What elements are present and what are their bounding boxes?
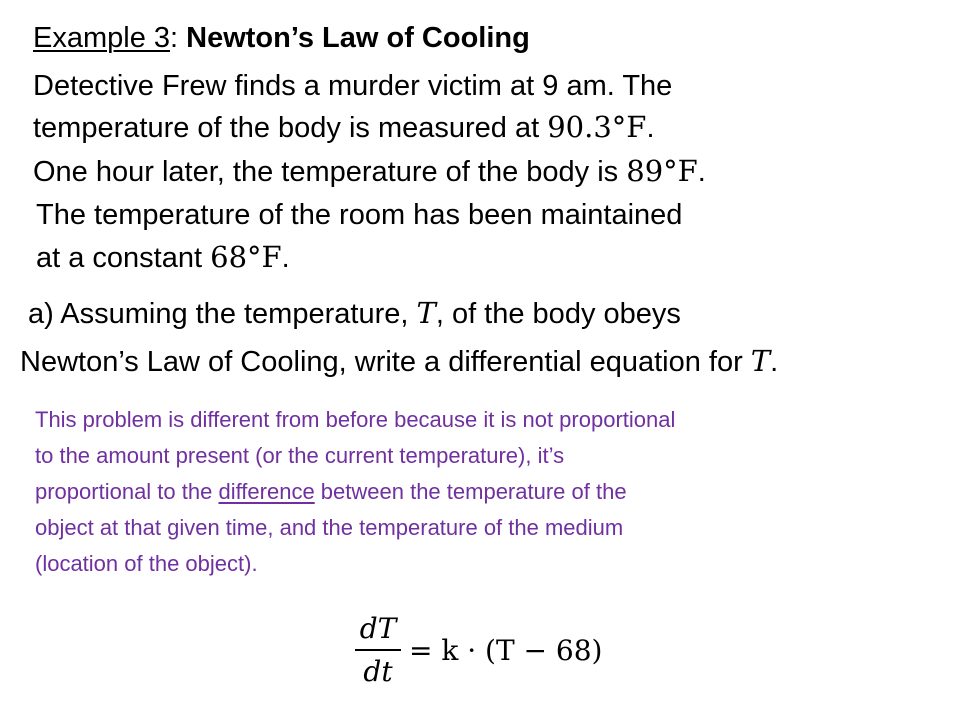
explanation-note [35,402,675,582]
problem-line-3 [33,154,706,189]
temperature-room: 68°F [210,240,282,274]
problem-line-3-text: One hour later, the temperature of the body is [33,156,627,188]
problem-line-2 [33,110,655,145]
title-colon: : [170,22,187,54]
note-line-3-rest: between the temperature of the [314,479,627,504]
problem-line-5-text: at a constant [36,242,211,274]
problem-line-2-text: temperature of the body is measured at [33,112,548,144]
part-a-line-2-end: . [770,346,779,378]
problem-line-3-end: . [697,156,706,188]
title-prefix: Example 3 [33,22,171,54]
temperature-initial: 90.3°F [547,110,647,144]
title-name: Newton’s Law of Cooling [186,22,530,54]
fraction-numerator: dT [359,612,397,645]
variable-t-2: T [750,344,771,378]
fraction-denominator: dt [363,655,393,688]
part-a-line-2 [20,344,778,379]
problem-line-4: The temperature of the room has been maintained [36,199,683,231]
differential-equation [355,612,602,688]
problem-line-2-end: . [646,112,655,144]
note-line-4: object at that given time, and the temperature of the medium [35,515,624,540]
part-a-line-1-rest: , of the body obeys [435,298,681,330]
part-a-line-1 [28,296,681,331]
note-emphasis-difference: difference [218,479,315,504]
note-line-2: to the amount present (or the current temperature), it’s [35,443,565,468]
note-line-5: (location of the object). [35,551,258,576]
temperature-later: 89°F [626,154,698,188]
problem-line-5 [36,240,290,275]
problem-line-1: Detective Frew finds a murder victim at 9 am. The [33,70,673,102]
note-line-3 [35,474,675,510]
slide-title [33,22,530,55]
part-a-line-2-text: Newton’s Law of Cooling, write a differential equation for [20,346,751,378]
note-line-1: This problem is different from before because it is not proportional [35,407,676,432]
note-line-3-text: proportional to the [35,479,219,504]
part-a-line-1-text: a) Assuming the temperature, [28,298,417,330]
equation-rhs: = k · (T − 68) [409,633,603,667]
variable-t: T [416,296,436,330]
problem-line-5-end: . [281,242,290,274]
derivative-fraction [355,612,401,688]
